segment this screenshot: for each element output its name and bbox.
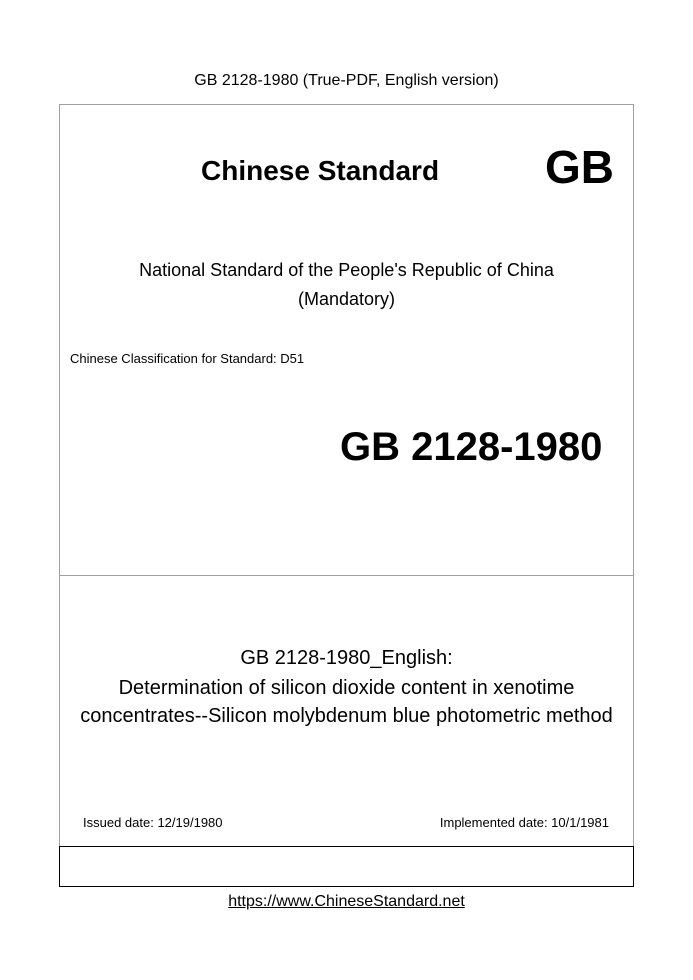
classification-text: Chinese Classification for Standard: D51 (70, 351, 305, 366)
document-title-line-2: Determination of silicon dioxide content in xenotime (118, 677, 575, 699)
implemented-date: Implemented date: 10/1/1981 (439, 815, 609, 830)
website-link[interactable]: https://www.ChineseStandard.net (228, 893, 465, 910)
page-header: GB 2128-1980 (True-PDF, English version) (194, 72, 499, 89)
brand-title: Chinese Standard (201, 155, 440, 186)
standard-number: GB 2128-1980 (340, 425, 603, 469)
subtitle-line-1: National Standard of the People's Republic of China (139, 260, 554, 280)
bottom-box (59, 846, 634, 887)
subtitle-line-2: (Mandatory) (297, 289, 396, 309)
cover-frame (59, 104, 634, 887)
brand-mark: GB (545, 141, 614, 193)
document-title-line-3: concentrates--Silicon molybdenum blue photometric method (80, 705, 613, 727)
issued-date: Issued date: 12/19/1980 (83, 815, 223, 830)
section-divider (59, 575, 634, 576)
document-title-line-1: GB 2128-1980_English: (240, 647, 453, 669)
bottom-divider (59, 846, 634, 847)
